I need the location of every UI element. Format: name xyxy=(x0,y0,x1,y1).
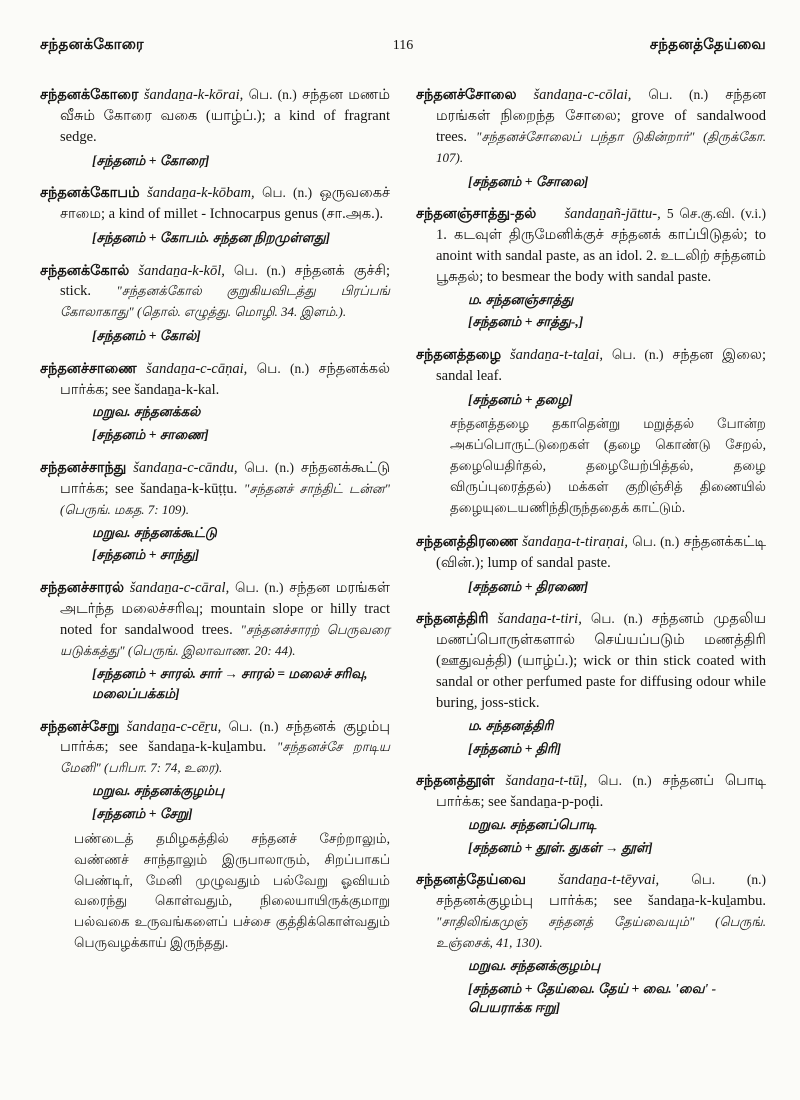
entry-pos: பெ. (n.) xyxy=(632,533,680,549)
dictionary-entry xyxy=(40,458,390,565)
entry-etymology: [சந்தனம் + சேறு] xyxy=(92,806,193,822)
entry-etymology: [சந்தனம் + சாரல். சார் → சாரல் = மலைச் சரிவு, மலைப்பக்கம்] xyxy=(92,666,368,702)
entry-quote: "சந்தனக்கோல் குறுகியவிடத்து பிரப்பங் கோலாகாது" (தொல். எழுத்து. மொழி. 34. இளம்.). xyxy=(60,283,390,320)
entry-pos: பெ. (n.) xyxy=(648,87,709,102)
entry-pos: பெ. (n.) xyxy=(228,718,279,734)
entry-definition: சந்தனக்குழம்பு பார்க்க; see šandaṉa-k-kuḻambu. xyxy=(436,893,766,910)
entry-transliteration: šandaṉa-t-tēyvai, xyxy=(558,872,660,889)
dictionary-entry xyxy=(416,609,766,758)
entry-text xyxy=(40,578,390,662)
entry-quote: "சந்தனச்சாரற் பெருவரை யடுக்கத்து" (பெருங். இலாவாண. 20: 44). xyxy=(60,621,391,658)
entry-pos: பெ. (n.) xyxy=(691,872,767,888)
entry-etymology: [சந்தனம் + கோபம். சந்தன நிறமுள்ளது] xyxy=(92,229,331,245)
entry-pos: பெ. (n.) xyxy=(590,611,643,627)
entry-pos: பெ. (n.) xyxy=(611,347,664,363)
entry-pos: 5 செ.கு.வி. (v.i.) xyxy=(666,206,766,222)
entry-text xyxy=(40,717,390,780)
running-header xyxy=(40,36,766,55)
entry-headword: சந்தனத்திரி xyxy=(416,611,489,628)
entry-definition: சந்தனக்கட்டி (வின்.); lump of sandal paste. xyxy=(436,533,767,571)
entry-text xyxy=(416,345,766,387)
entry-text xyxy=(416,532,766,574)
two-column-body xyxy=(40,85,766,1031)
entry-headword: சந்தனச்சாந்து xyxy=(40,459,127,476)
entry-headword: சந்தனக்கோல் xyxy=(40,262,130,279)
entry-transliteration: šandaṉa-t-tiri, xyxy=(497,611,582,628)
entry-transliteration: šandaṉa-c-cēṟu, xyxy=(126,718,222,735)
entry-text xyxy=(416,771,766,813)
entry-transliteration: šandaṉa-t-tiraṇai, xyxy=(522,533,629,550)
dictionary-entry xyxy=(416,345,766,519)
entry-headword: சந்தனச்சோலை xyxy=(416,87,517,103)
entry-etymology: [சந்தனம் + தூள். துகள் → தூள்] xyxy=(468,839,653,855)
entry-transliteration: šandaṉa-c-cāndu, xyxy=(133,459,238,476)
dictionary-entry xyxy=(40,183,390,247)
entry-etymology: [சந்தனம் + சாத்து-,] xyxy=(468,314,584,330)
entry-quote: "சாதிலிங்கமுஞ் சந்தனத் தேய்வையும்" (பெருங். உஞ்சைக், 41, 130). xyxy=(436,914,766,950)
entry-definition: சந்தனக் குழம்பு பார்க்க; see šandaṉa-k-kuḻambu. xyxy=(60,718,391,756)
entry-etymology: [சந்தனம் + சாந்து] xyxy=(92,547,200,563)
entry-etymology: [சந்தனம் + கோல்] xyxy=(92,328,201,344)
entry-variant-line: ம. சந்தனத்திரி xyxy=(468,717,554,733)
entry-text xyxy=(416,609,766,713)
entry-etymology: [சந்தனம் + திரி] xyxy=(468,740,562,756)
entry-etymology: [சந்தனம் + கோரை] xyxy=(92,152,210,168)
entry-etymology: [சந்தனம் + தேய்வை. தேய் + வை. 'வை' - பெயராக்க ஈறு] xyxy=(468,980,717,1016)
dictionary-entry xyxy=(40,85,390,170)
entry-transliteration: šandaṉa-t-tūḷ, xyxy=(505,773,588,790)
entry-definition: சந்தனக் குச்சி; stick. xyxy=(60,262,390,300)
right-column xyxy=(416,85,766,1031)
entry-definition: சந்தன மரங்கள் நிறைந்த சோலை; grove of sandalwood trees. xyxy=(436,87,767,145)
entry-pos: பெ. (n.) xyxy=(234,579,284,595)
entry-headword: சந்தனத்தூள் xyxy=(416,773,495,790)
entry-pos: பெ. (n.) xyxy=(256,360,310,376)
entry-definition: சந்தன மணம் வீசும் கோரை வகை (யாழ்ப்.); a kind of fragrant sedge. xyxy=(60,87,391,145)
page-number: 116 xyxy=(392,38,414,53)
entry-definition: சந்தனக்கல் பார்க்க; see šandaṉa-k-kal. xyxy=(60,360,391,398)
entry-quote: "சந்தனச்சே றாடிய மேனி" (பரிபா. 7: 74, உரை). xyxy=(60,739,391,776)
entry-etymology: [சந்தனம் + சாணை] xyxy=(92,427,209,443)
entry-transliteration: šandaṉañ-jāttu-, xyxy=(564,206,661,223)
entry-text xyxy=(416,870,766,954)
dictionary-entry xyxy=(416,204,766,332)
entry-text xyxy=(40,359,390,401)
entry-headword: சந்தனத்தழை xyxy=(416,347,502,364)
entry-transliteration: šandaṉa-c-cāral, xyxy=(129,579,230,596)
entry-transliteration: šandaṉa-k-kōrai, xyxy=(143,87,244,103)
entry-quote: "சந்தனச்சோலைப் பந்தா டுகின்றார்" (திருக்கோ. 107). xyxy=(436,128,767,165)
entry-pos: பெ. (n.) xyxy=(262,185,313,201)
entry-variant-line: மறுவ. சந்தனப்பொடி xyxy=(468,816,597,832)
dictionary-entry xyxy=(416,85,766,191)
entry-headword: சந்தனச்சாரல் xyxy=(40,579,124,596)
entry-variant-line: மறுவ. சந்தனக்குழம்பு xyxy=(468,957,601,973)
entry-pos: பெ. (n.) xyxy=(244,459,295,475)
left-column xyxy=(40,85,390,1031)
entry-etymology: [சந்தனம் + சோலை] xyxy=(468,173,589,189)
entry-etymology: [சந்தனம் + தழை] xyxy=(468,391,573,407)
entry-definition: சந்தனம் முதலிய மணப்பொருள்களால் செய்யப்படும் மணத்திரி (ஊதுவத்தி) (யாழ்ப்.); wick or thin stick coated with sandal or other perfumed paste for diffusing odour while buring, joss-stick. xyxy=(436,611,766,711)
entry-headword: சந்தனத்தேய்வை xyxy=(416,872,527,889)
entry-transliteration: šandaṉa-c-cōlai, xyxy=(533,87,632,103)
entry-pos: பெ. (n.) xyxy=(248,87,297,102)
running-head-right: சந்தனத்தேய்வை xyxy=(649,37,767,53)
dictionary-entry xyxy=(40,578,390,704)
entry-etymology: [சந்தனம் + திரணை] xyxy=(468,578,589,594)
entry-definition: சந்தன இலை; sandal leaf. xyxy=(436,347,766,384)
dictionary-entry xyxy=(416,870,766,1018)
entry-text xyxy=(416,204,766,288)
entry-definition: சந்தனக்கூட்டு பார்க்க; see šandaṉa-k-kūṭṭu. xyxy=(60,459,391,497)
entry-note: பண்டைத் தமிழகத்தில் சந்தனச் சேற்றாலும், வண்ணச் சாந்தாலும் இருபாலாரும், சிறப்பாகப் பெண்டிர், மேனி முழுவதும் பல்வேறு ஓவியம் வரைந்து கொள்வதும், நிலையாயிருக்குமாறு பல்வகை உருவங்களைப் பச்சை குத்திக்கொள்வதும் பெருவழக்காய் இருந்தது. xyxy=(74,830,390,951)
entry-quote: "சந்தனச் சாந்திட் டன்ன" (பெருங். மகத. 7: 109). xyxy=(60,480,390,517)
dictionary-entry xyxy=(40,717,390,955)
entry-text xyxy=(40,183,390,225)
running-head-left: சந்தனக்கோரை xyxy=(40,37,144,53)
entry-headword: சந்தனஞ்சாத்து-தல் xyxy=(416,206,537,223)
entry-pos: பெ. (n.) xyxy=(233,262,286,278)
entry-variant-line: மறுவ. சந்தனக்கல் xyxy=(92,404,201,420)
entry-variant-line: மறுவ. சந்தனக்கூட்டு xyxy=(92,524,217,540)
entry-headword: சந்தனக்கோரை xyxy=(40,87,139,103)
entry-headword: சந்தனக்கோபம் xyxy=(40,185,140,202)
entry-variant-line: ம. சந்தனஞ்சாத்து xyxy=(468,291,574,307)
dictionary-entry xyxy=(40,359,390,445)
entry-transliteration: šandaṉa-t-taḻai, xyxy=(509,347,604,364)
entry-definition: 1. கடவுள் திருமேனிக்குச் சந்தனக் காப்பிடுதல்; to anoint with sandal paste, as an idol. 2. உடலிற் சந்தனம் பூசுதல்; to besmear the body with sandal paste. xyxy=(436,226,766,285)
entry-variant-line: மறுவ. சந்தனக்குழம்பு xyxy=(92,783,225,799)
entry-definition: சந்தன மரங்கள் அடர்ந்த மலைச்சரிவு; mountain slope or hilly tract noted for sandalwood trees. xyxy=(60,579,390,638)
entry-text xyxy=(416,85,766,169)
entry-transliteration: šandaṉa-c-cāṇai, xyxy=(146,360,248,377)
entry-transliteration: šandaṉa-k-kōbam, xyxy=(147,185,255,202)
entry-headword: சந்தனத்திரணை xyxy=(416,533,518,550)
entry-definition: சந்தனப் பொடி பார்க்க; see šandaṉa-p-poḍi. xyxy=(436,773,767,810)
entry-definition: ஒருவகைச் சாமை; a kind of millet - Ichnocarpus genus (சா.அக.). xyxy=(60,185,391,223)
entry-text xyxy=(40,261,390,324)
entry-text xyxy=(40,458,390,521)
entry-pos: பெ. (n.) xyxy=(598,773,652,789)
dictionary-entry xyxy=(416,771,766,857)
dictionary-entry xyxy=(416,532,766,596)
dictionary-entry xyxy=(40,261,390,346)
entry-headword: சந்தனச்சேறு xyxy=(40,718,120,735)
entry-note: சந்தனத்தழை தகாதென்று மறுத்தல் போன்ற அகப்பொருட்டுறைகள் (தழை கொண்டு சேறல், தழையெதிர்தல், தழையேற்பித்தல், தழை விருப்புரைத்தல்) மக்கள் குறிஞ்சித் திணையில் தழையுடையணிந்திருந்ததைக் காட்டும். xyxy=(450,416,766,516)
entry-headword: சந்தனச்சாணை xyxy=(40,360,137,377)
entry-text xyxy=(40,85,390,148)
entry-transliteration: šandaṉa-k-kōl, xyxy=(138,262,225,279)
